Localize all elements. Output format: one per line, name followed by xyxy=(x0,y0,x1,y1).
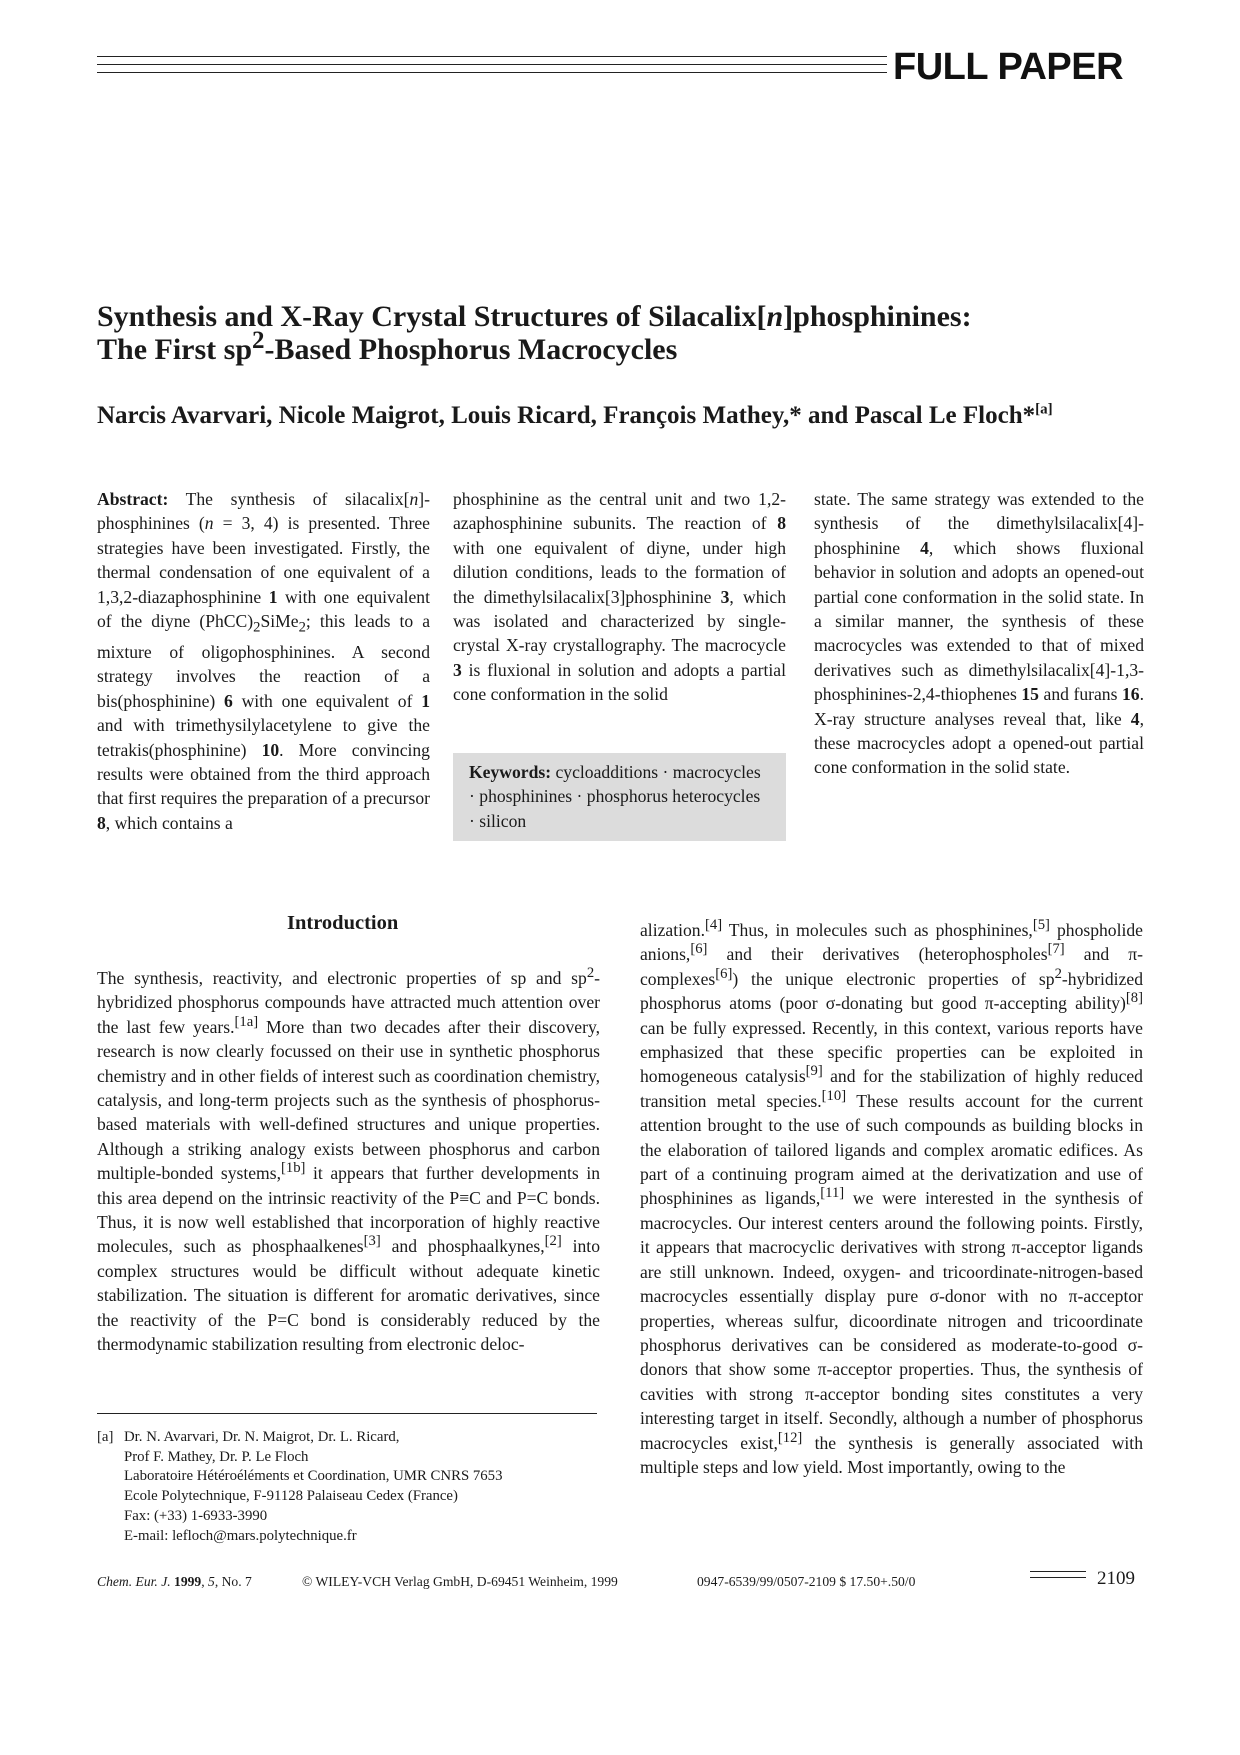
footnote-line: Ecole Polytechnique, F-91128 Palaiseau Cedex (France) xyxy=(124,1488,458,1505)
copyright-notice: © WILEY-VCH Verlag GmbH, D-69451 Weinheim, 1999 xyxy=(302,1574,618,1589)
paper-title xyxy=(97,300,1147,366)
abstract-column-1: Abstract: The synthesis of silacalix[n]-phosphinines (n = 3, 4) is presented. Three strategies have been investigated. Firstly, the thermal condensation of one equivalent of a 1,3,2-diazaphosphinine 1 with one equivalent of the diyne $(PhCC)_2SiMe_2$; this leads to a mixture of oligophosphinines. A second strategy involves the reaction of a bis(phosphinine) 6 with one equivalent of 1 and with trimethysilylacetylene to give the tetrakis(phosphinine) 10. More convincing results were obtained from the third approach that first requires the preparation of a precursor 8, which contains a xyxy=(97,489,431,833)
keyword: cycloadditions xyxy=(555,762,659,782)
title-line-2: The First $sp^2$-Based Phosphorus Macrocycles xyxy=(97,327,678,366)
title-line-1: Synthesis and X-Ray Crystal Structures of Silacalix[n]phosphinines: xyxy=(97,300,972,333)
header-rules xyxy=(97,56,887,80)
section-label: FULL PAPER xyxy=(893,46,1124,88)
footnote-line: Laboratoire Hétéroéléments et Coordination, UMR CNRS 7653 xyxy=(124,1468,503,1485)
keyword: silicon xyxy=(479,810,527,831)
keywords-label: Keywords: xyxy=(469,762,552,782)
footnote-email: E-mail: lefloch@mars.polytechnique.fr xyxy=(124,1527,357,1544)
footnote-line: Fax: (+33) 1-6933-3990 xyxy=(124,1507,268,1524)
footnote-rule xyxy=(97,1413,597,1414)
introduction-left-column: The synthesis, reactivity, and electronic properties of sp and $sp^2$-hybridized phosphorus compounds have attracted much attention over the last few years.[1a] More than two decades after their discovery, research is now clearly focussed on their use in synthetic phosphorus chemistry and in other fields of interest such as coordination chemistry, catalysis, and long-term projects such as the synthesis of phosphorus-based materials with well-defined structures and unique properties. Although a striking analogy exists between phosphorus and carbon multiple-bonded systems,[1b] it appears that further developments in this area depend on the intrinsic reactivity of the P≡C and P=C bonds. Thus, it is now well established that incorporation of highly reactive molecules, such as phosphaalkenes[3] and phosphaalkynes,[2] into complex structures would be difficult without adequate kinetic stabilization. The situation is different for aromatic derivatives, since the reactivity of the P=C bond is considerably reduced by the thermodynamic stabilization resulting from electronic deloc- xyxy=(97,965,600,1355)
article-code: 0947-6539/99/0507-2109 $ 17.50+.50/0 xyxy=(697,1574,916,1589)
author-names: Narcis Avarvari, Nicole Maigrot, Louis Ricard, François Mathey,* and Pascal Le Floch* xyxy=(97,402,1036,429)
abstract-label: Abstract: xyxy=(97,489,169,509)
abstract-column-3: state. The same strategy was extended to the synthesis of the dimethylsilacalix[4]-phosphinine 4, which shows fluxional behavior in solution and adopts an opened-out partial cone conformation in the solid state. In a similar manner, the synthesis of these macrocycles was extended to that of mixed derivatives such as dimethylsilacalix[4]-1,3-phosphinines-2,4-thiophenes 15 and furans 16. X-ray structure analyses reveal that, like 4, these macrocycles adopt a opened-out partial cone conformation in the solid state. xyxy=(814,489,1144,778)
abstract-column-2: phosphinine as the central unit and two 1,2-azaphosphinine subunits. The reaction of 8 with one equivalent of diyne, under high dilution conditions, leads to the formation of the dimethylsilacalix[3]phosphinine 3, which was isolated and characterized by single-crystal X-ray crystallography. The macrocycle 3 is fluxional in solution and adopts a partial cone conformation in the solid xyxy=(453,489,786,705)
footnote-line: Prof F. Mathey, Dr. P. Le Floch xyxy=(124,1448,309,1465)
page-number-rules xyxy=(1030,1571,1086,1583)
page-number: 2109 xyxy=(1097,1568,1135,1589)
keyword: phosphinines xyxy=(479,786,573,807)
keyword: macrocycles xyxy=(672,762,761,782)
section-heading-introduction: Introduction xyxy=(287,912,399,934)
affiliation-footnote xyxy=(97,1428,617,1546)
introduction-right-column: alization.[4] Thus, in molecules such as phosphinines,[5] phospholide anions,[6] and their derivatives (heterophospholes[7] and π-complexes[6]) the unique electronic properties of $sp^2$-hybridized phosphorus atoms (poor σ-donating but good π-accepting ability)[8] can be fully expressed. Recently, in this context, various reports have emphasized that these specific properties can be exploited in homogeneous catalysis[9] and for the stabilization of highly reduced transition metal species.[10] These results account for the current attention brought to the use of such compounds as building blocks in the elaboration of tailored ligands and complex aromatic edifices. As part of a continuing program aimed at the derivatization and use of phosphinines as ligands,[11] we were interested in the synthesis of macrocycles. Our interest centers around the following points. Firstly, it appears that macrocyclic derivatives with strong π-acceptor ligands are still unknown. Indeed, oxygen- and tricoordinate-nitrogen-based macrocycles essentially display pure σ-donor with no π-acceptor properties, whereas sulfur, dicoordinate nitrogen and tricoordinate phosphorus derivatives can be considered as moderate-to-good σ-donors that show some π-acceptor properties. Thus, the synthesis of cavities with strong π-acceptor bonding sites constitutes a very interesting target in itself. Secondly, although a number of phosphorus macrocycles exist,[12] the synthesis is generally associated with multiple steps and low yield. Most importantly, owing to the xyxy=(640,917,1143,1477)
author-list xyxy=(97,402,1147,430)
affiliation-mark: [a] xyxy=(1035,401,1053,418)
keywords-box: Keywords: cycloadditions · macrocycles · phosphinines · phosphorus heterocycles · silicon xyxy=(453,753,786,841)
footnote-label: [a] xyxy=(97,1429,114,1445)
footnote-line: Dr. N. Avarvari, Dr. N. Maigrot, Dr. L. Ricard, xyxy=(124,1429,400,1445)
keyword: phosphorus heterocycles xyxy=(586,786,761,807)
journal-citation: Chem. Eur. J. 1999, 5, No. 7 xyxy=(97,1574,252,1589)
